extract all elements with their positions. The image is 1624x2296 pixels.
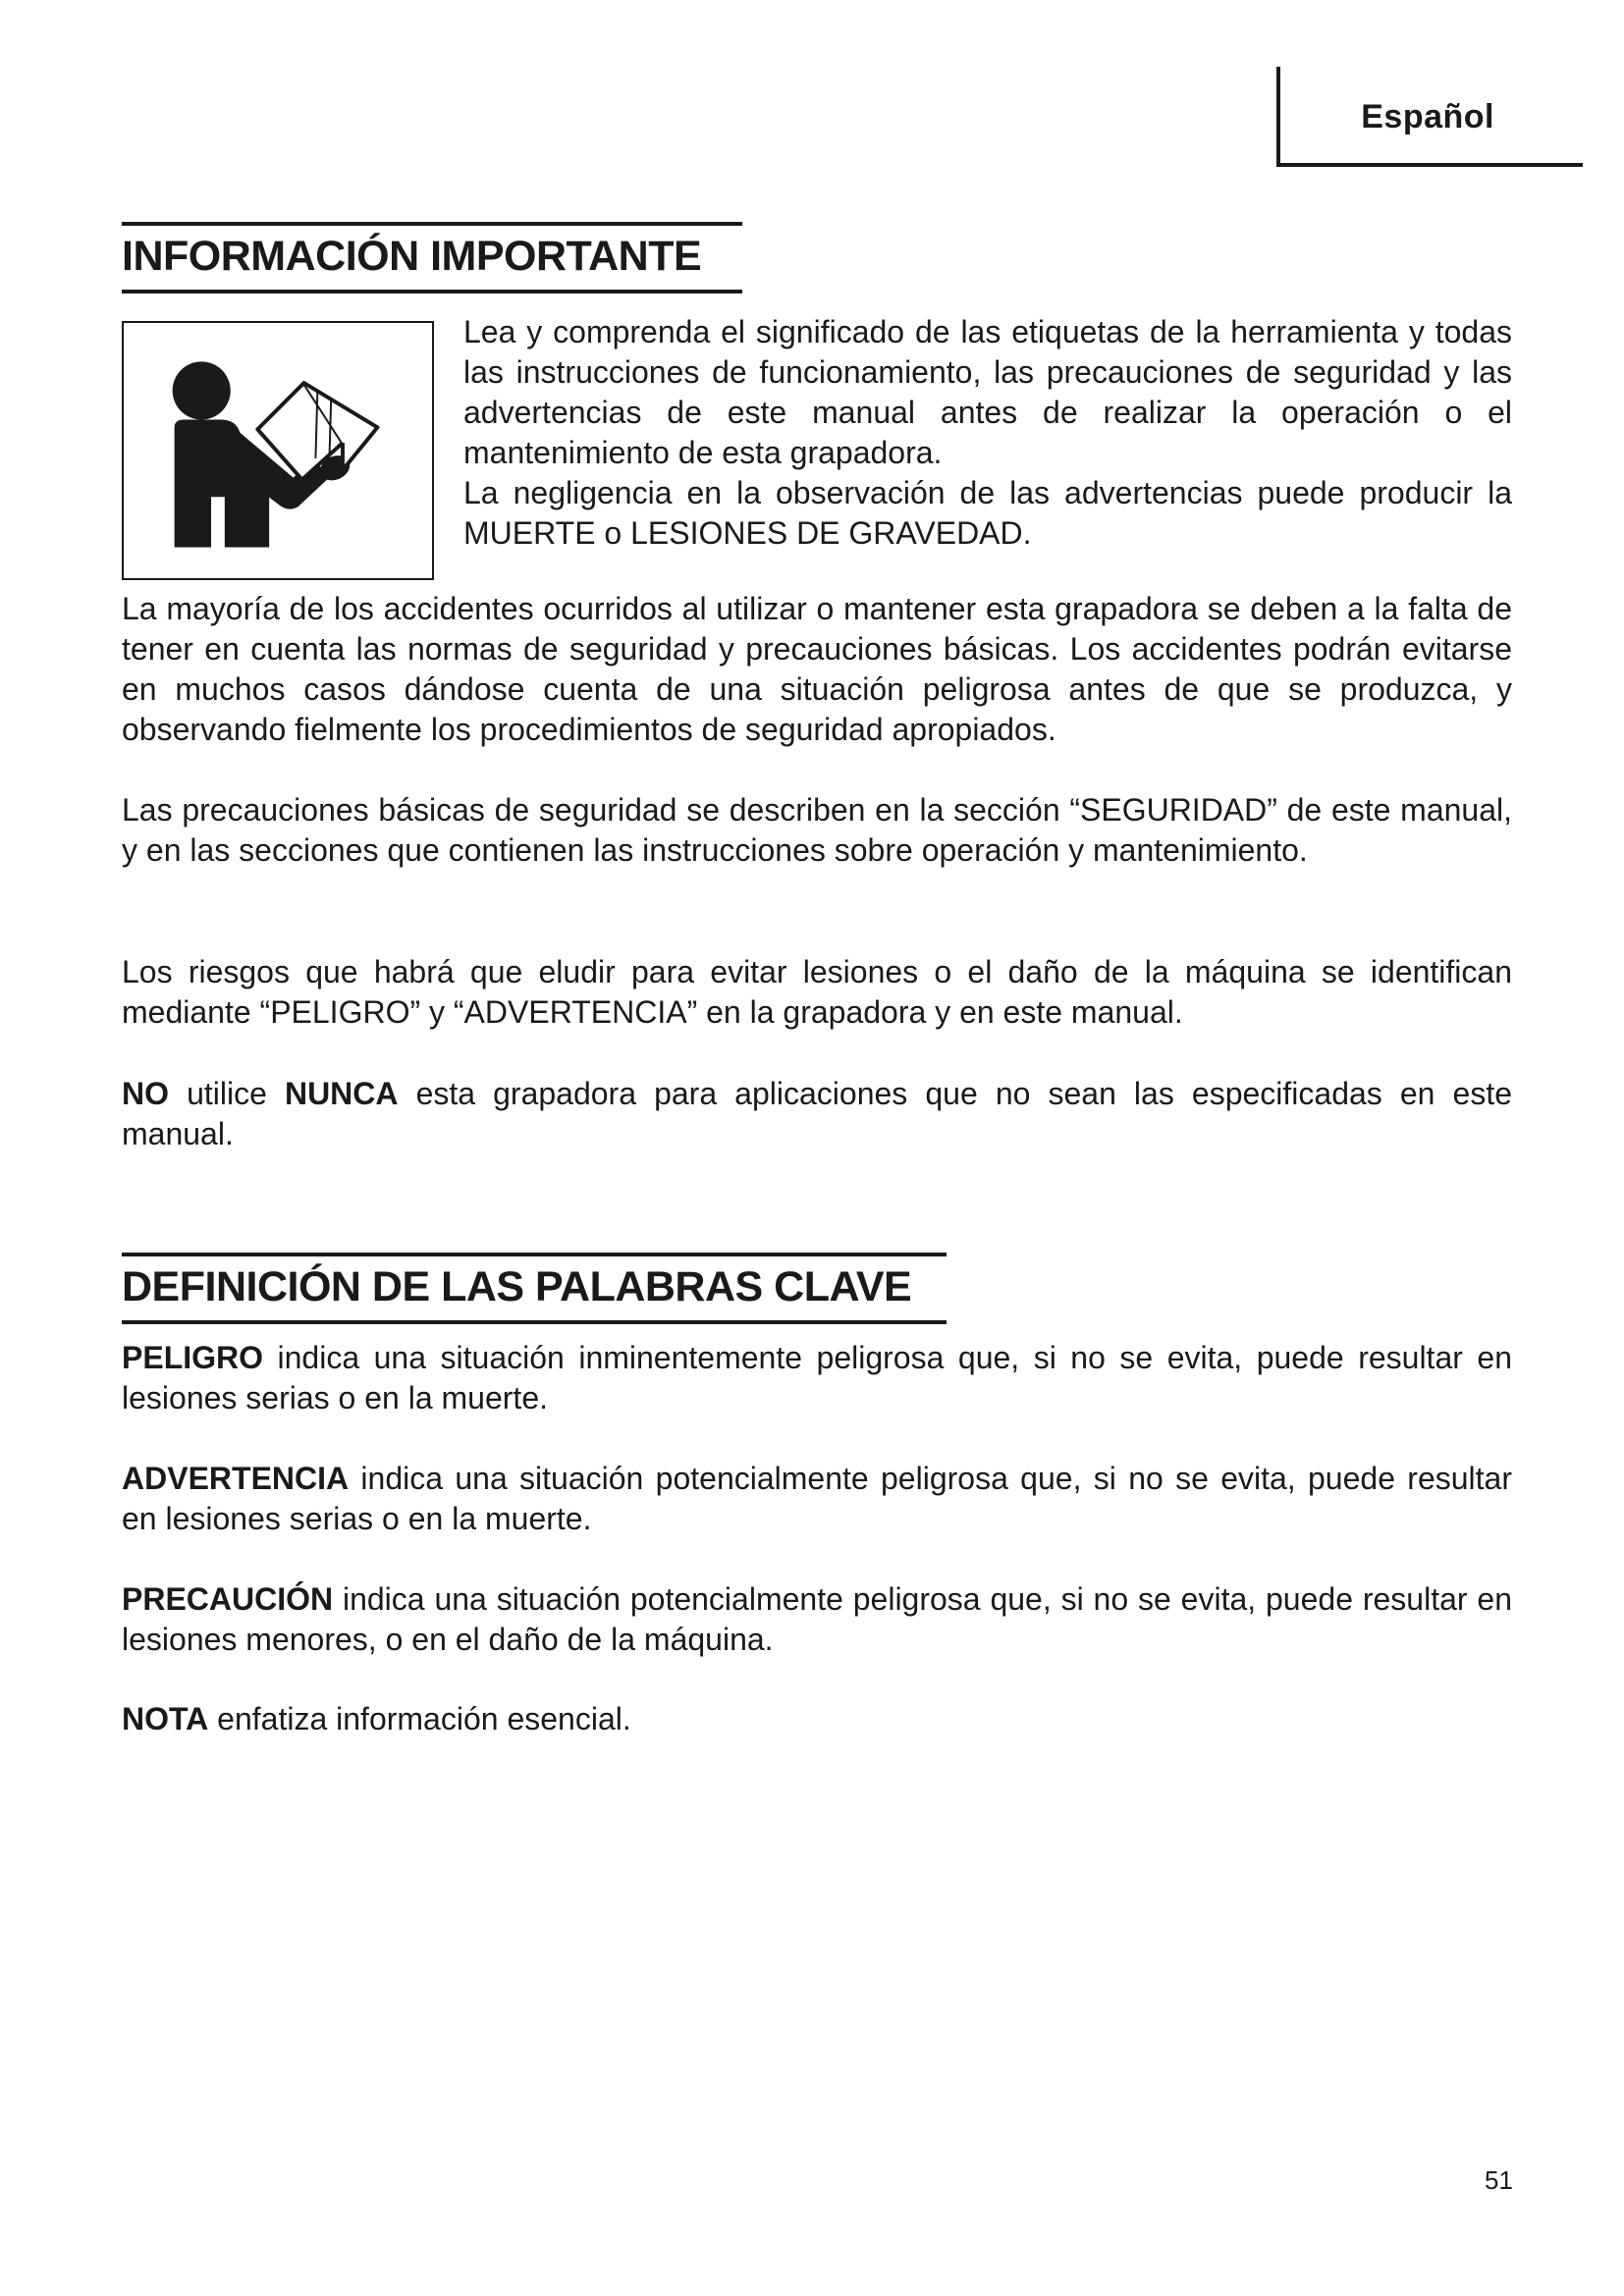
definition-peligro: [122, 1338, 1512, 1418]
emphasis-nunca: NUNCA: [284, 1076, 399, 1111]
definition-term: NOTA: [122, 1701, 209, 1736]
paragraph-risks: Los riesgos que habrá que eludir para evitar lesiones o el daño de la máquina se identifican mediante “PELIGRO” y “ADVERTENCIA” en la grapadora y en este manual.: [122, 954, 1512, 1030]
definition-nota: [122, 1699, 1512, 1739]
intro-paragraph-1: Lea y comprenda el significado de las etiquetas de la herramienta y todas las instrucciones de funcionamiento, las precauciones de seguridad y las advertencias de este manual antes de realizar la operación o el mantenimiento de esta grapadora.: [463, 314, 1512, 470]
paragraph-never-use: [122, 1074, 1512, 1154]
paragraph-accidents: La mayoría de los accidentes ocurridos al utilizar o mantener esta grapadora se deben a la falta de tener en cuenta las normas de seguridad y precauciones básicas. Los accidentes podrán evitarse en muchos casos dándose cuenta de una situación peligrosa antes de que se produzca, y observando fielmente los procedimientos de seguridad apropiados.: [122, 591, 1512, 747]
definition-term: ADVERTENCIA: [122, 1461, 350, 1496]
definition-advertencia: [122, 1459, 1512, 1539]
definition-text: indica una situación potencialmente peligrosa que, si no se evita, puede resultar en lesiones menores, o en el daño de la máquina.: [122, 1581, 1512, 1657]
language-label: Español: [1361, 98, 1494, 135]
person-reading-manual-icon-svg: [124, 323, 432, 578]
language-tab: [1276, 67, 1583, 167]
section-title-important-info: INFORMACIÓN IMPORTANTE: [122, 222, 742, 294]
section-title-definitions: DEFINICIÓN DE LAS PALABRAS CLAVE: [122, 1253, 947, 1324]
text-segment: utilice: [169, 1076, 285, 1111]
definition-text: indica una situación inminentemente peligrosa que, si no se evita, puede resultar en lesiones serias o en la muerte.: [122, 1340, 1512, 1415]
definition-term: PRECAUCIÓN: [122, 1581, 334, 1617]
emphasis-no: NO: [122, 1076, 169, 1111]
definition-term: PELIGRO: [122, 1340, 264, 1375]
definition-text: indica una situación potencialmente peligrosa que, si no se evita, puede resultar en lesiones serias o en la muerte.: [122, 1461, 1512, 1536]
text-segment: esta grapadora para aplicaciones que no sean las especificadas en este manual.: [122, 1076, 1513, 1151]
intro-paragraph-2: La negligencia en la observación de las advertencias puede producir la MUERTE o LESIONES DE GRAVEDAD.: [463, 475, 1512, 551]
person-reading-manual-icon: [122, 321, 434, 580]
paragraph-precautions: Las precauciones básicas de seguridad se describen en la sección “SEGURIDAD” de este manual, y en las secciones que contienen las instrucciones sobre operación y mantenimiento.: [122, 792, 1512, 868]
definition-text: enfatiza información esencial.: [208, 1701, 631, 1736]
definition-precaucion: [122, 1579, 1512, 1660]
intro-text: [463, 312, 1512, 554]
page-number: 51: [1485, 2165, 1513, 2195]
